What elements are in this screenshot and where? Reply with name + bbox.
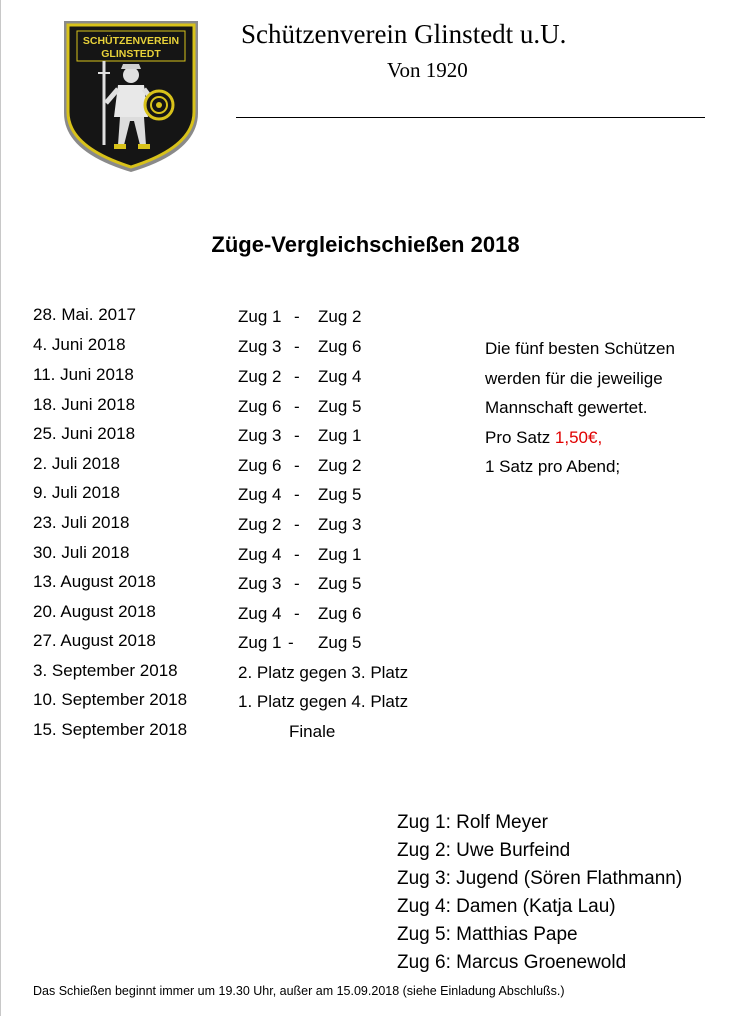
schedule-match: 2. Platz gegen 3. Platz [238,663,409,682]
schedule-team-a: Zug 6 [238,397,282,416]
schedule-date: 13. August 2018 [33,572,156,591]
schedule-date: 11. Juni 2018 [33,365,134,384]
team-leader: Zug 4: Damen (Katja Lau) [397,896,616,917]
club-badge [60,17,202,175]
footer-note: Das Schießen beginnt immer um 19.30 Uhr, außer am 15.09.2018 (siehe Einladung Abschlußs.) [33,984,565,998]
schedule-team-a: Zug 1 [238,307,282,326]
club-founding-year: Von 1920 [387,58,468,82]
schedule-team-a: Zug 2 [238,515,282,534]
schedule-team-b: Zug 2 [318,456,362,475]
page-title: Züge-Vergleichschießen 2018 [211,232,520,257]
schedule-team-b: Zug 5 [318,574,362,593]
info-line: werden für die jeweilige [485,368,663,388]
schedule-date: 28. Mai. 2017 [33,305,137,324]
schedule-team-b: Zug 1 [318,426,362,445]
badge-text-bottom: GLINSTEDT [101,48,161,60]
schedule-team-a: Zug 3 [238,337,282,356]
schedule-dash: - [294,456,300,475]
schedule-dash: - [294,337,300,356]
schedule-team-a: Zug 4 [238,485,282,504]
schedule-final: Finale [289,722,336,741]
info-price-line [485,423,675,453]
schedule-team-a: Zug 4 [238,604,282,623]
schedule-dash: - [294,604,300,623]
badge-text-top: SCHÜTZENVEREIN [82,35,180,47]
schedule-team-a: Zug 1 [238,633,282,652]
schedule-date: 10. September 2018 [33,690,188,709]
team-leader: Zug 5: Matthias Pape [397,924,578,945]
schedule-date: 15. September 2018 [33,720,188,739]
club-name: Schützenverein Glinstedt u.U. [241,19,567,49]
schedule-dash: - [294,426,300,445]
price-value: 1,50€, [554,427,603,447]
schedule-dash: - [294,574,300,593]
page-left-edge [0,0,1,1016]
schedule-team-a: Zug 6 [238,456,282,475]
schedule-dash: - [294,307,300,326]
schedule-date: 25. Juni 2018 [33,424,136,443]
team-leader: Zug 6: Marcus Groenewold [397,952,627,973]
schedule-date: 4. Juni 2018 [33,335,126,354]
schedule-team-b: Zug 3 [318,515,362,534]
schedule-dash: - [294,397,300,416]
schedule-team-b: Zug 6 [318,337,362,356]
schedule-team-b: Zug 5 [318,485,362,504]
schedule-date: 18. Juni 2018 [33,395,136,414]
schedule-date: 20. August 2018 [33,602,156,621]
schedule-date: 23. Juli 2018 [33,513,130,532]
schedule-team-b: Zug 5 [318,397,362,416]
schedule-team-b: Zug 2 [318,307,362,326]
schedule-date: 2. Juli 2018 [33,454,120,473]
info-line: Mannschaft gewertet. [485,398,648,418]
schedule-team-b: Zug 4 [318,367,362,386]
info-line: 1 Satz pro Abend; [485,457,621,477]
schedule-date: 3. September 2018 [33,661,178,680]
schedule-team-b: Zug 1 [318,545,362,564]
schedule-team-b: Zug 5 [318,633,362,652]
schedule-team-a: Zug 3 [238,574,282,593]
schedule-dash: - [294,545,300,564]
schedule-dash: - [294,515,300,534]
schedule-dash: - [294,485,300,504]
schedule-team-a: Zug 2 [238,367,282,386]
team-leader: Zug 2: Uwe Burfeind [397,840,571,861]
team-leader: Zug 1: Rolf Meyer [397,812,548,833]
schedule-date: 9. Juli 2018 [33,483,120,502]
schedule-date: 30. Juli 2018 [33,543,130,562]
team-leaders-list [397,809,682,977]
schedule-team-a: Zug 3 [238,426,282,445]
schedule-match: 1. Platz gegen 4. Platz [238,692,409,711]
team-leader: Zug 3: Jugend (Sören Flathmann) [397,868,683,889]
schedule-team-a: Zug 4 [238,545,282,564]
rules-info [485,334,675,482]
info-line: Die fünf besten Schützen [485,339,675,358]
price-label: Pro Satz [485,427,555,447]
schedule-dash: - [294,367,300,386]
schedule-team-b: Zug 6 [318,604,362,623]
schedule-dash: - [288,633,294,652]
header-divider [236,117,705,118]
schedule-date: 27. August 2018 [33,631,156,650]
